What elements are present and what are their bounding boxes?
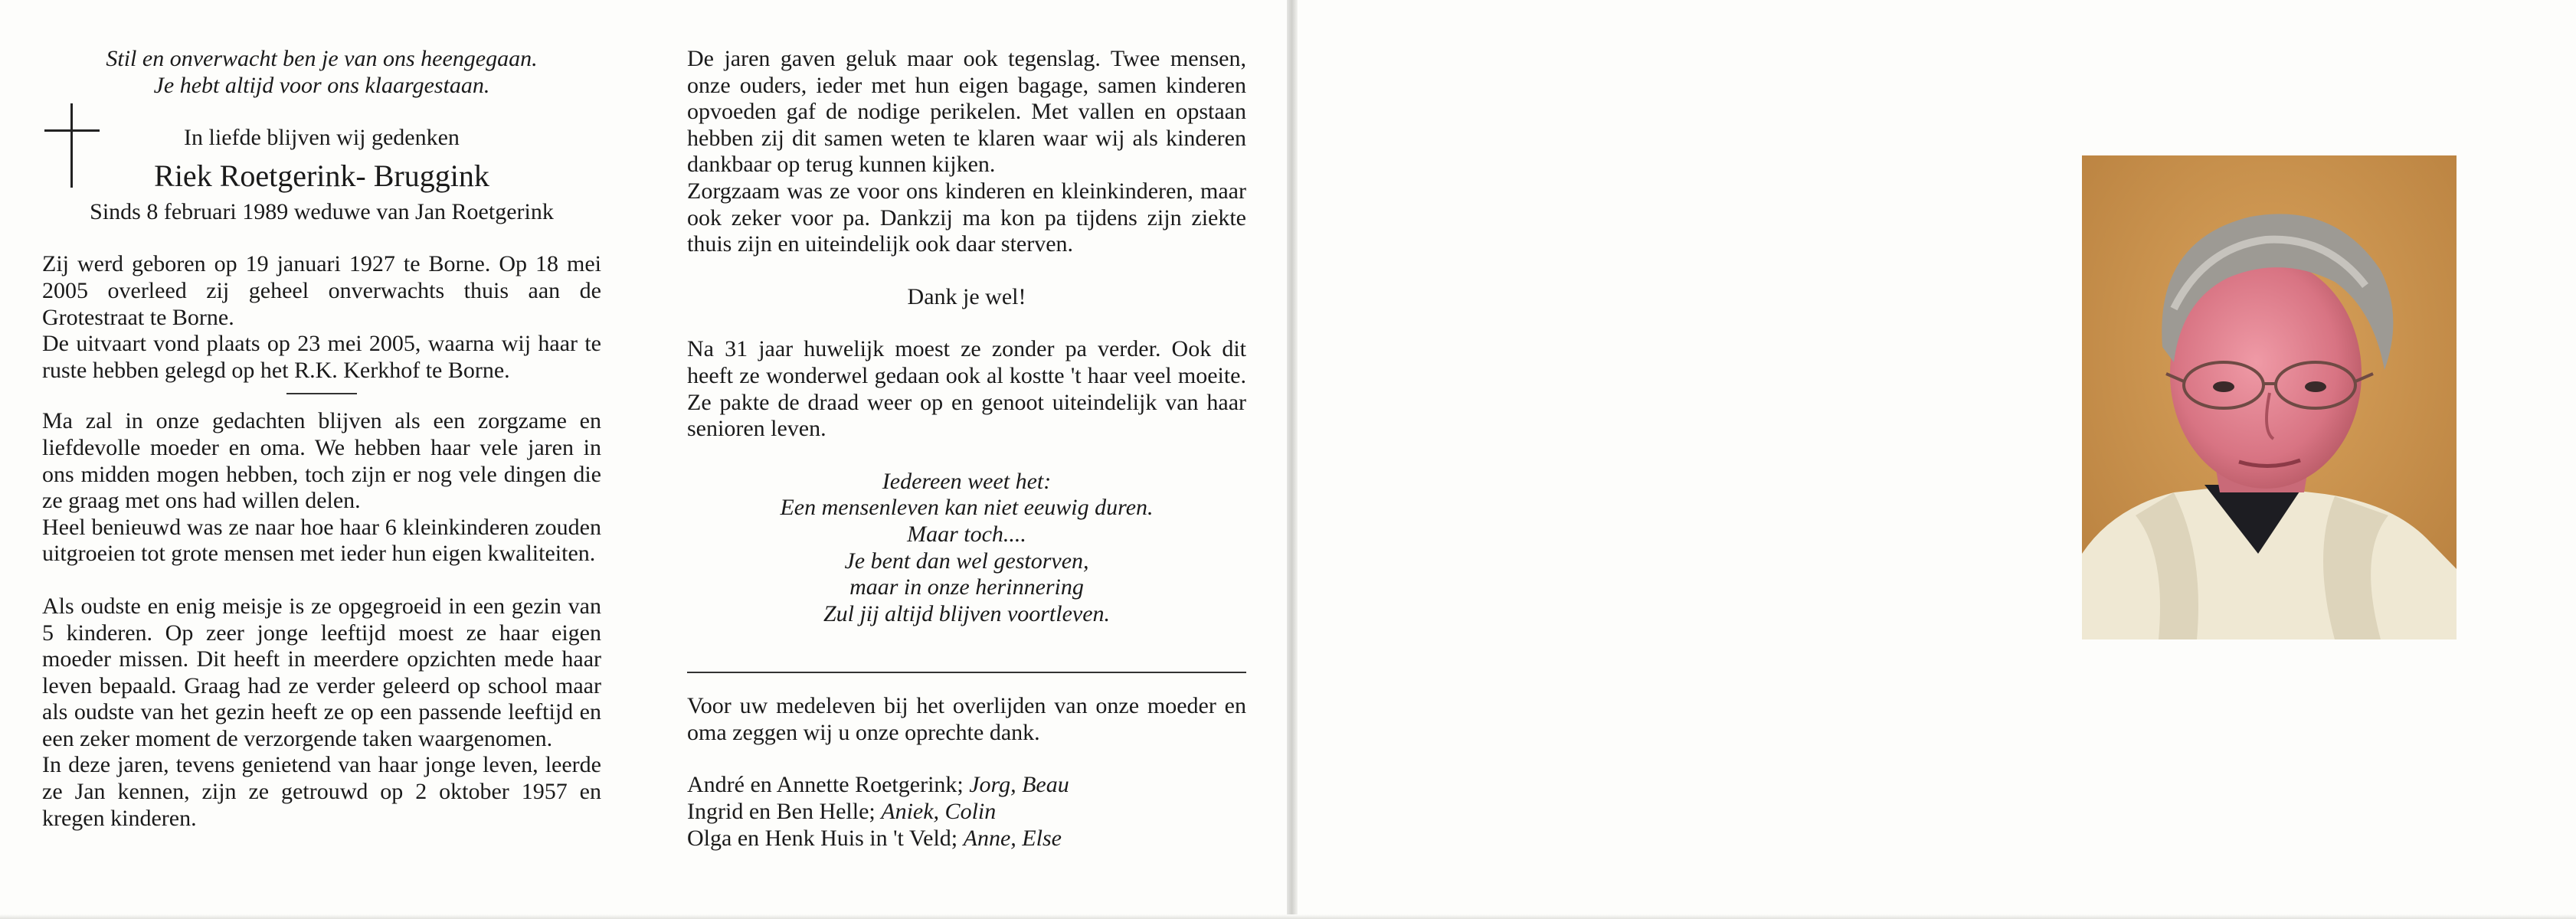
short-divider [286,393,357,394]
thanks-line: Dank je wel! [907,283,1026,309]
middle-paragraph-2: Zorgzaam was ze voor ons kinderen en kleinkinderen, maar ook zeker voor pa. Dankzij ma kon pa tijdens zijn ziekte thuis zijn en uiteindelijk ook daar sterven. [687,178,1246,257]
family-children: Aniek, Colin [881,799,997,825]
birth-death-paragraph: Zij werd geboren op 19 januari 1927 te Borne. Op 18 mei 2005 overleed zij geheel onverwachts thuis aan de Grotestraat te Borne. [42,251,601,330]
acknowledgement-paragraph: Voor uw medeleven bij het overlijden van onze moeder en oma zeggen wij u onze oprechte dank. [687,693,1246,745]
family-line-3 [687,826,1246,852]
cross-icon [44,103,100,188]
page-edge [0,914,2576,919]
family-parents: André en Annette Roetgerink; [687,772,970,798]
long-divider [687,672,1246,673]
middle-paragraph-3: Na 31 jaar huwelijk moest ze zonder pa verder. Ook dit heeft ze wonderwel gedaan ook al kostte 't haar veel moeite. Ze pakte de draad weer op en genoot uiteindelijk van haar senioren leven. [687,336,1246,442]
poem-line-1: Iedereen weet het: [882,468,1052,494]
poem-line-6: Zul jij altijd blijven voortleven. [823,600,1111,626]
widow-line: Sinds 8 februari 1989 weduwe van Jan Roetgerink [90,198,554,224]
funeral-paragraph: De uitvaart vond plaats op 23 mei 2005, waarna wij haar te ruste hebben gelegd op het R.K. Kerkhof te Borne. [42,331,601,383]
family-parents: Olga en Henk Huis in 't Veld; [687,825,964,851]
left-page [42,46,601,832]
family-children: Jorg, Beau [969,772,1069,798]
poem-line-3: Maar toch.... [907,521,1026,547]
memory-paragraph-1: Ma zal in onze gedachten blijven als een zorgzame en liefdevolle moeder en oma. We hebben haar vele jaren in ons midden mogen hebben, toch zijn er nog vele dingen die ze graag met ons had willen delen. [42,408,601,514]
card-fold [1287,0,1298,919]
memory-paragraph-4: In deze jaren, tevens genietend van haar jonge leven, leerde ze Jan kennen, zijn ze getrouwd op 2 oktober 1957 en kregen kinderen. [42,752,601,831]
in-memory-line: In liefde blijven wij gedenken [184,125,460,151]
opening-verse-line-1: Stil en onverwacht ben je van ons heengegaan. [106,46,538,71]
portrait-photo [2082,155,2457,639]
memory-paragraph-3: Als oudste en enig meisje is ze opgegroeid in een gezin van 5 kinderen. Op zeer jonge leeftijd moest ze haar eigen moeder missen. Dit heeft in meerdere opzichten mede haar leven bepaald. Graag had ze verder geleerd op school maar als oudste van het gezin heeft ze op een passende leeftijd en een zeker moment de verzorgende taken waargenomen. [42,593,601,751]
poem-line-4: Je bent dan wel gestorven, [844,548,1089,574]
poem-line-2: Een mensenleven kan niet eeuwig duren. [780,495,1154,521]
family-line-1 [687,772,1246,799]
middle-paragraph-1: De jaren gaven geluk maar ook tegenslag. Twee mensen, onze ouders, ieder met hun eigen bagage, samen kinderen opvoeden gaf de nodige perikelen. Met vallen en opstaan hebben zij dit samen weten te klaren waar wij als kinderen dankbaar op terug kunnen kijken. [687,46,1246,178]
family-parents: Ingrid en Ben Helle; [687,799,882,825]
memory-paragraph-2: Heel benieuwd was ze naar hoe haar 6 kleinkinderen zouden uitgroeien tot grote mensen met ieder hun eigen kwaliteiten. [42,514,601,567]
family-children: Anne, Else [963,825,1062,851]
family-line-2 [687,799,1246,826]
middle-page [687,46,1246,852]
opening-verse-line-2: Je hebt altijd voor ons klaargestaan. [153,72,490,98]
deceased-name: Riek Roetgerink- Bruggink [154,158,489,193]
poem-line-5: maar in onze herinnering [849,574,1084,600]
